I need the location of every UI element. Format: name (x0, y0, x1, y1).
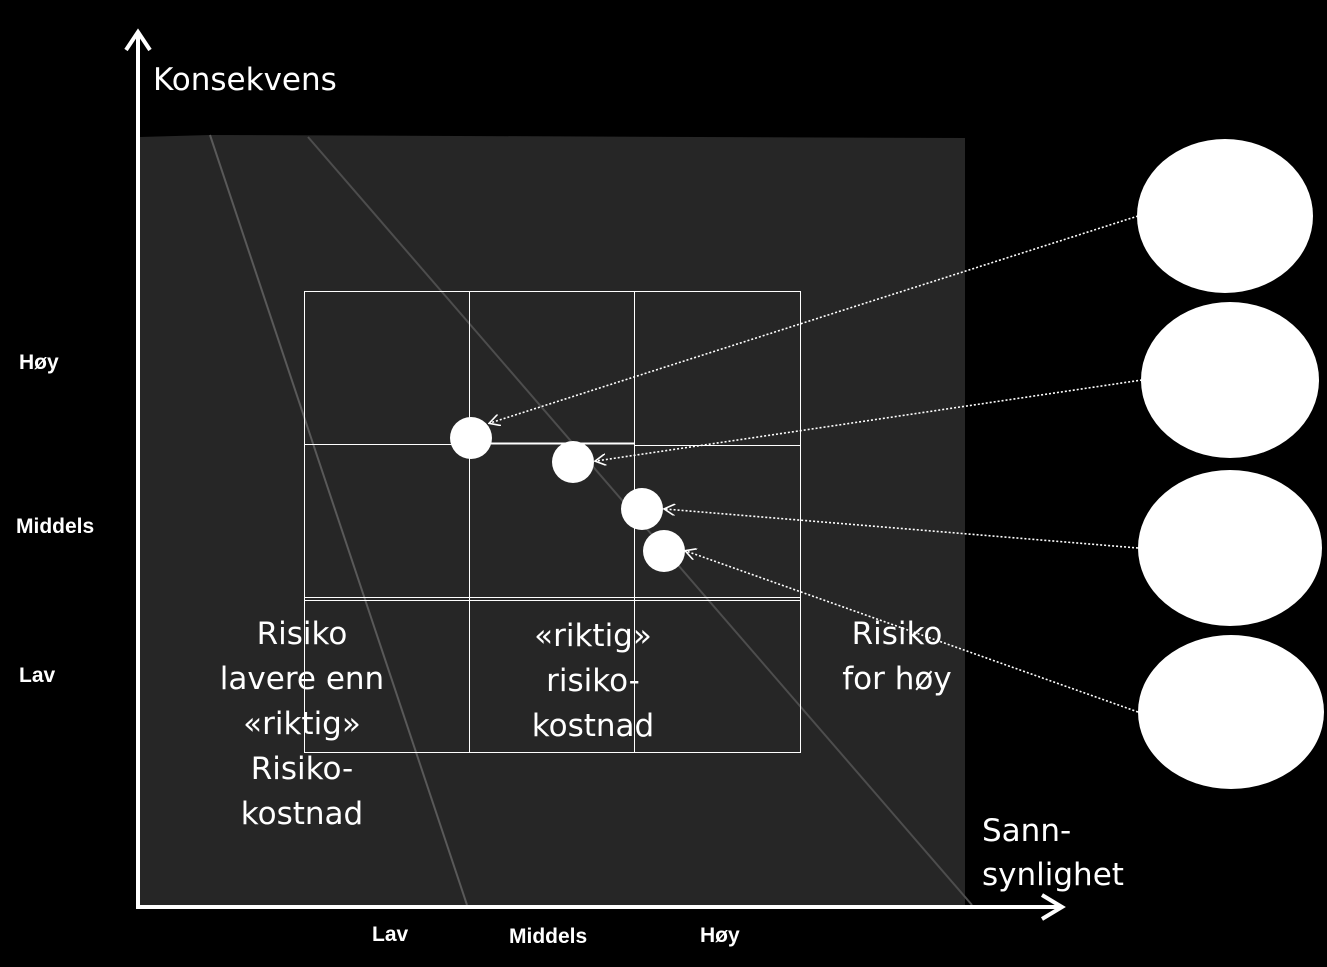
zone-label-high-risk (832, 612, 962, 702)
y-axis-title: Konsekvens (153, 62, 337, 98)
y-tick-high: Høy (19, 351, 59, 374)
risk-point-3 (621, 488, 663, 530)
legend-bubble-3 (1138, 470, 1322, 626)
y-tick-low: Lav (19, 664, 56, 687)
zone-right-line-3: kostnad (531, 708, 655, 744)
zone-label-right-risk (503, 614, 683, 749)
risk-point-2 (552, 441, 594, 483)
zone-low-line-3: «riktig» (243, 706, 361, 742)
zone-low-line-1: Risiko (256, 616, 348, 652)
x-axis-title-line-2: synlighet (982, 857, 1124, 893)
y-tick-middle: Middels (16, 515, 95, 538)
x-tick-middle: Middels (509, 925, 588, 948)
risk-point-4 (643, 530, 685, 572)
zone-low-line-2: lavere enn (219, 661, 385, 697)
x-tick-high: Høy (700, 924, 740, 947)
zone-low-line-4: Risiko- (250, 751, 354, 787)
x-axis-title-line-1: Sann- (982, 813, 1072, 849)
zone-low-line-5: kostnad (240, 796, 364, 832)
zone-high-line-2: for høy (842, 661, 952, 697)
x-tick-low: Lav (372, 923, 409, 946)
zone-high-line-1: Risiko (851, 616, 943, 652)
legend-bubble-1 (1137, 139, 1313, 293)
legend-bubble-4 (1138, 635, 1324, 789)
legend-bubble-2 (1141, 302, 1319, 458)
legend-bubbles (1137, 139, 1324, 789)
zone-right-line-2: risiko- (546, 663, 640, 699)
zone-label-low-risk (202, 612, 402, 837)
risk-point-1 (450, 417, 492, 459)
zone-right-line-1: «riktig» (534, 618, 652, 654)
